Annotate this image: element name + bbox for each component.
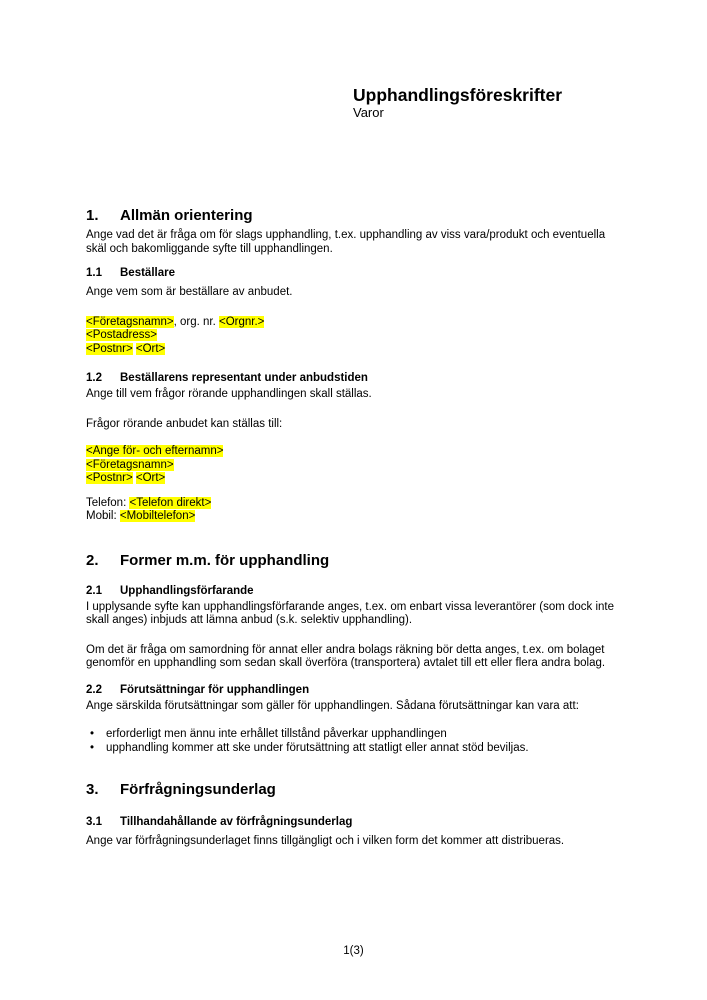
document-title: Upphandlingsföreskrifter <box>353 85 563 105</box>
section-1-1-number: 1.1 <box>86 267 102 279</box>
contact-line-1 <box>86 445 621 459</box>
section-1-title: Allmän orientering <box>120 207 253 224</box>
buyer-address-line-2 <box>86 329 621 343</box>
document-subtitle: Varor <box>353 105 384 120</box>
bullet-icon: • <box>90 741 95 754</box>
buyer-address-line-3 <box>86 343 621 357</box>
section-1-heading <box>86 207 621 225</box>
section-1-intro-paragraph: Ange vad det är fråga om för slags upphandling, t.ex. upphandling av viss vara/produkt och eventuella skäl och bakomliggande syfte till upphandlingen. <box>86 229 606 255</box>
section-2-2-paragraph: Ange särskilda förutsättningar som gäller för upphandlingen. Sådana förutsättningar kan vara att: <box>86 699 579 712</box>
bullet-icon: • <box>90 728 95 740</box>
phone-placeholder: <Telefon direkt> <box>129 496 212 509</box>
questions-line: Frågor rörande anbudet kan ställas till: <box>86 417 283 430</box>
section-3-1-paragraph: Ange var förfrågningsunderlaget finns tillgängligt och i vilken form det kommer att distribueras. <box>86 835 565 847</box>
section-3-title: Förfrågningsunderlag <box>120 781 276 798</box>
section-2-1-title: Upphandlingsförfarande <box>120 584 254 597</box>
section-1-1-title: Beställare <box>120 267 175 279</box>
mobile-label: Mobil: <box>86 510 120 522</box>
postal-address-placeholder: <Postadress> <box>86 329 157 341</box>
orgnr-label: , org. nr. <box>173 315 219 328</box>
section-2-2-heading <box>86 683 621 697</box>
section-1-2-heading <box>86 371 621 385</box>
phone-block <box>86 497 621 524</box>
contact-postcode-placeholder: <Postnr> <box>86 472 133 484</box>
section-1-2-number: 1.2 <box>86 372 102 384</box>
bullet-text: erforderligt men ännu inte erhållet tillstånd påverkar upphandlingen <box>106 728 447 740</box>
document-title-block <box>353 86 621 121</box>
contact-line-2 <box>86 459 621 473</box>
postcode-placeholder: <Postnr> <box>86 342 133 355</box>
section-3-1-heading <box>86 815 621 829</box>
bullet-text: upphandling kommer att ske under förutsättning att statligt eller annat stöd beviljas. <box>106 741 529 754</box>
section-3-1-number: 3.1 <box>86 816 102 828</box>
buyer-address-block <box>86 316 621 357</box>
city-placeholder: <Ort> <box>135 342 166 355</box>
document-content <box>0 86 707 849</box>
section-1-2-title: Beställarens representant under anbudstiden <box>120 372 368 384</box>
section-2-1-heading <box>86 584 621 598</box>
orgnr-placeholder: <Orgnr.> <box>218 315 265 328</box>
contact-name-placeholder: <Ange för- och efternamn> <box>86 445 224 457</box>
section-1-number: 1. <box>86 207 99 224</box>
buyer-address-line-1 <box>86 316 621 330</box>
bullet-list-item <box>86 728 621 742</box>
section-2-1-paragraph-1: I upplysande syfte kan upphandlingsförfarande anges, t.ex. om enbart vissa leverantörer (som dock inte skall anges) inbjuds att lämna anbud (s.k. selektiv upphandling). <box>86 600 615 626</box>
contact-block <box>86 445 621 486</box>
section-2-2-number: 2.2 <box>86 683 102 696</box>
contact-company-placeholder: <Företagsnamn> <box>86 458 174 471</box>
contact-city-placeholder: <Ort> <box>135 472 166 484</box>
section-2-1-paragraph-2: Om det är fråga om samordning för annat eller andra bolags räkning bör detta anges, t.ex. om bolaget genomför en upphandling som sedan skall överföra (transportera) avtalet till ett eller flera andra bolag. <box>86 643 606 669</box>
bullet-list-item <box>86 742 621 756</box>
section-1-1-paragraph: Ange vem som är beställare av anbudet. <box>86 286 293 298</box>
section-2-heading <box>86 552 621 570</box>
section-2-number: 2. <box>86 551 99 569</box>
section-1-1-heading <box>86 266 621 280</box>
phone-label: Telefon: <box>86 496 130 509</box>
company-name-placeholder: <Företagsnamn> <box>86 315 174 328</box>
contact-line-3 <box>86 472 621 486</box>
page-number: 1(3) <box>343 944 364 957</box>
section-3-heading <box>86 781 621 799</box>
section-2-title: Former m.m. för upphandling <box>120 551 330 569</box>
section-2-1-number: 2.1 <box>86 584 102 597</box>
section-2-2-title: Förutsättningar för upphandlingen <box>120 683 310 696</box>
conditions-bullet-list <box>86 728 621 755</box>
mobile-line <box>86 510 621 524</box>
phone-line <box>86 497 621 511</box>
section-3-number: 3. <box>86 781 99 798</box>
section-1-2-paragraph: Ange till vem frågor rörande upphandlingen skall ställas. <box>86 388 372 400</box>
section-3-1-title: Tillhandahållande av förfrågningsunderlag <box>120 816 353 828</box>
mobile-placeholder: <Mobiltelefon> <box>119 510 196 522</box>
